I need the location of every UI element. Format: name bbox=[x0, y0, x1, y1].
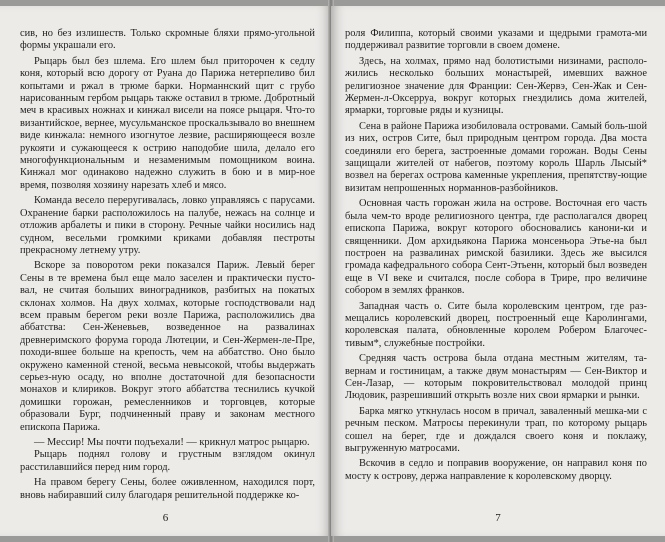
paragraph: Западная часть о. Сите была королевским центром, где раз-мещались королевский дворец, построенный еще Каролингами, королевская палата, обновленные королем Робером Благочес-тивым*, служебные постройки. bbox=[345, 300, 647, 349]
left-page bbox=[0, 6, 331, 536]
paragraph: сив, но без излишеств. Только скромные бляхи прямо-угольной формы украшали его. bbox=[20, 28, 315, 52]
paragraph: Сена в районе Парижа изобиловала островами. Самый боль-шой из них, остров Сите, был природным центром города. Два моста соединяли его берега, застроенные домами горожан. Воды Сены защищали жителей от набегов, поэтому король Шарль Лысый* возвел на берегах острова каменные укрепления, препятству-ющие визитам непрошенных норманнов-разбойников. bbox=[345, 120, 648, 194]
left-page-text bbox=[20, 28, 315, 502]
paragraph: — Мессир! Мы почти подъехали! — крикнул матрос рыцарю. bbox=[34, 437, 310, 448]
paragraph: Вскочив в седло и поправив вооружение, он направил коня по мосту к острову, держа направление к королевскому дворцу. bbox=[345, 458, 647, 482]
paragraph: Команда весело переругивалась, ловко управляясь с парусами. Охранение барки расположилось на палубе, нежась на солнце и отложив арбалеты и пики в сторону. Речные чайки носились над судном, весельми громкими криками добавляя пестроты прекрасному летнему утру. bbox=[20, 195, 315, 256]
paragraph: Вскоре за поворотом реки показался Париж. Левый берег Сены в те времена был еще мало заселен и практически пусто-вал, не считая больших виноградников, разбитых на покатых склонах холмов. На двух холмах, которые господствовали над всем правым берегом реки возле Парижа, расположились два аббатства: Сен-Женевьев, возведенное на развалинах древнеримского форума города Лютеции, и Сен-Жермен-ле-Пре, походи-вшее больше на крепость, чем на аббатство. Оно было окружено каменной стеной, весьма невысокой, чтобы выдержать серьез-ную осаду, но вполне достаточной для безопасности монахов и клириков. Вокруг этого аббатства теснились кучкой домишки горожан, ремесленников и торговцев, которые образовали Бург, подчиненный праву и законам местного епископа Парижа. bbox=[20, 260, 315, 433]
paragraph: Средняя часть острова была отдана местным жителям, та-вернам и гостиницам, а также двум монастырям — Сен-Виктор и Сен-Лазар, — которым покровительствовал молодой принц Людовик, разрешивший открыть возле них свои ярмарки и рынки. bbox=[345, 353, 647, 402]
paragraph: Рыцарь поднял голову и грустным взглядом окинул расстилавшийся перед ним город. bbox=[20, 449, 315, 473]
paragraph: Рыцарь был без шлема. Его шлем был приторочен к седлу коня, который всю дорогу от Руана до Парижа нетерпеливо бил копытами и ржал в трюме барки. Норманнский щит с грубо нарисованным гербом рыцарь также оставил в трюме. Добротный меч в красивых ножнах и кинжал висели на поясе рыцаря. Что-то византийское, вернее, мусульманское проскальзывало во внешнем виде кинжала: немного изогнутое лезвие, расширяющееся возле рукояти и сужающееся к острию наподобие шила, делало его многофункциональным и незаменимым помощником воина. Кинжал мог одинаково надежно служить в бою и в мир-ное время, позволяя хозяину нарезать хлеб и мясо. bbox=[20, 55, 315, 191]
paragraph: Основная часть горожан жила на острове. Восточная его часть была чем-то вроде религиозного центра, где располагался дворец епископа Парижа, вокруг которого обосновались канони-ки и священники. Дом архидьякона Парижа монсеньора Этье-на был построен на развалинах римской базилики. Здесь же высился громада кафедрального собора Сент-Этьенн, который был возведен еще в VI веке и считался, после собора в Трире, про величине собором в землях франков. bbox=[345, 198, 647, 297]
page-number: 7 bbox=[495, 512, 501, 524]
paragraph: роля Филиппа, который своими указами и щедрыми грамота-ми поддерживал развитие торговли в своем домене. bbox=[345, 28, 647, 52]
paragraph: Здесь, на холмах, прямо над болотистыми низинами, располо-жились несколько больших монастырей, имевших важное религиозное значение для Франции: Сен-Жервэ, Сен-Жак и Сен-Жермен-л-Оксерруа, вокруг которых гнездились дома жителей, ярмарки, торговые ряды и кузницы. bbox=[345, 55, 647, 117]
paragraph: Барка мягко уткнулась носом в причал, заваленный мешка-ми с речным песком. Матросы перекинули трап, по которому рыцарь сошел на берег, где и дождался своего коня и поклажу, выгруженную матросами. bbox=[345, 405, 647, 454]
paragraph: На правом берегу Сены, более оживленном, находился порт, вновь набиравший силу благодаря решительной поддержке ко- bbox=[20, 477, 315, 501]
right-page-text bbox=[345, 28, 647, 483]
right-page bbox=[331, 6, 665, 536]
page-number: 6 bbox=[162, 512, 169, 524]
